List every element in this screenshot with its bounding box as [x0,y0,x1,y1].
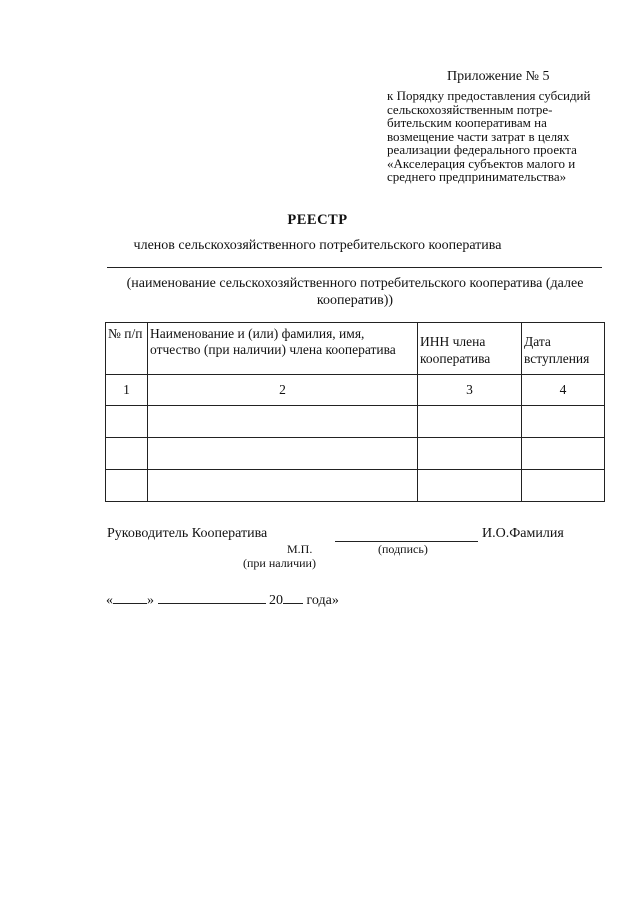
date-open-quote: « [106,593,113,608]
appendix-line: «Акселерация субъектов малого и [387,155,576,171]
document-subtitle: членов сельскохозяйственного потребительского кооператива [133,238,502,253]
column-number-cell: 2 [148,375,418,406]
table-cell [106,470,148,502]
header-member-name: Наименование и (или) фамилия, имя, отчество (при наличии) члена кооператива [148,323,418,375]
date-close-quote: » [147,593,154,608]
table-cell [106,406,148,438]
column-number-cell: 3 [418,375,522,406]
date-line [106,591,339,609]
month-blank [158,591,266,604]
signatory-role: Руководитель Кооператива [107,526,268,541]
table-cell [148,470,418,502]
registry-table [105,322,605,502]
appendix-title: Приложение № 5 [447,69,550,84]
appendix-line: реализации федерального проекта [387,142,577,157]
table-cell [418,470,522,502]
appendix-line: среднего предпринимательства» [387,169,567,184]
stamp-label: М.П. [287,542,313,556]
table-row [106,438,605,470]
header-inn: ИНН члена кооператива [418,323,522,375]
column-number-cell: 1 [106,375,148,406]
appendix-description [387,89,617,184]
cooperative-name-blank-line [107,267,602,268]
table-numbering-row [106,375,605,406]
signature-caption: (подпись) [378,542,428,556]
table-cell [522,406,605,438]
stamp-note: (при наличии) [243,556,316,570]
table-cell [522,470,605,502]
day-blank [113,591,147,604]
cooperative-name-caption: (наименование сельскохозяйственного потребительского кооператива (далее кооператив)) [126,276,584,308]
column-number-cell: 4 [522,375,605,406]
appendix-line: к Порядку предоставления субсидий [387,88,591,103]
table-cell [418,438,522,470]
signatory-name: И.О.Фамилия [482,526,564,541]
table-cell [106,438,148,470]
appendix-line: возмещение части затрат в целях [387,128,570,144]
year-blank [283,591,303,604]
table-header-row [106,323,605,375]
appendix-line: бительским кооперативам на [387,115,547,130]
table-cell [418,406,522,438]
document-title: РЕЕСТР [287,212,348,228]
year-suffix: года» [306,593,339,608]
header-join-date: Дата вступления [522,323,605,375]
year-prefix: 20 [269,593,283,608]
header-number: № п/п [106,323,148,375]
table-row [106,406,605,438]
table-cell [148,406,418,438]
appendix-line: сельскохозяйственным потре- [387,101,553,117]
table-cell [522,438,605,470]
table-row [106,470,605,502]
table-cell [148,438,418,470]
